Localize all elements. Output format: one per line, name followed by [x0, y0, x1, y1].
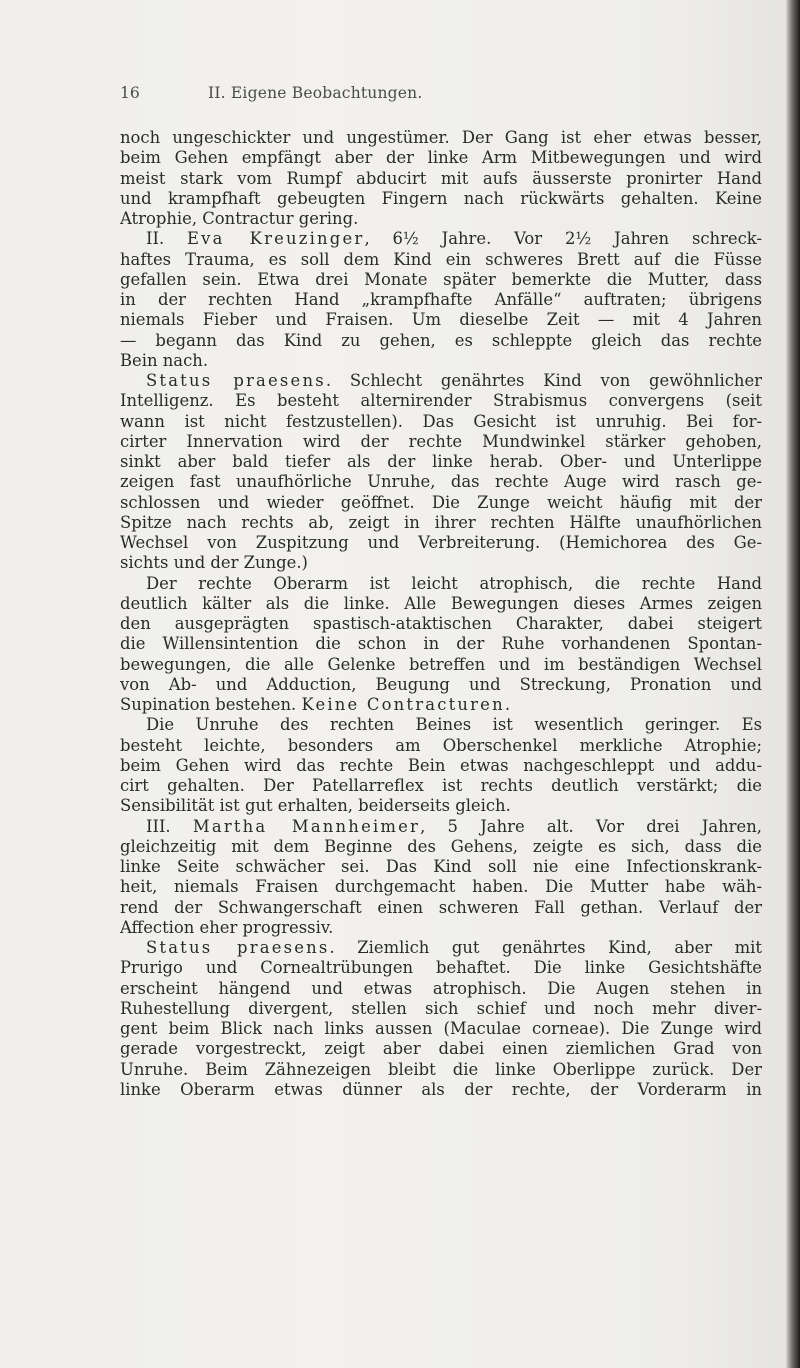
text-segment: Bein nach. — [120, 350, 209, 370]
text-segment: den ausgeprägten spastisch-ataktischen Charakter, dabei steigert — [120, 614, 762, 633]
text-segment: rend der Schwangerschaft einen schweren Fall gethan. Verlauf der — [120, 897, 762, 917]
running-title: II. Eigene Beobachtungen. — [208, 84, 423, 102]
text-segment: haftes Trauma, es soll dem Kind ein schweres Brett auf die Füsse — [120, 249, 762, 269]
text-segment: III. — [146, 816, 193, 836]
text-segment: Intelligenz. Es besteht alternirender Strabismus convergens (seit — [120, 391, 762, 411]
text-segment: Atrophie, Contractur gering. — [120, 209, 359, 228]
text-line — [120, 290, 762, 310]
text-segment: , 6½ Jahre. Vor 2½ Jahren schreck- — [364, 229, 762, 249]
text-line — [120, 533, 762, 553]
text-line — [120, 655, 762, 675]
text-segment: sichts und der Zunge.) — [120, 553, 308, 573]
text-segment: und krampfhaft gebeugten Fingern nach rückwärts gehalten. Keine — [120, 188, 762, 208]
text-segment: Ruhestellung divergent, stellen sich schief und noch mehr diver- — [120, 998, 762, 1018]
text-segment: gleichzeitig mit dem Beginne des Gehens, zeigte es sich, dass die — [120, 836, 762, 856]
text-line — [120, 898, 762, 918]
text-segment: erscheint hängend und etwas atrophisch. Die Augen stehen in — [120, 978, 762, 998]
spaced-emphasis: Eva Kreuzinger — [187, 229, 365, 249]
spaced-emphasis: Martha Mannheimer — [192, 816, 421, 836]
text-line — [120, 472, 762, 492]
text-segment: zeigen fast unaufhörliche Unruhe, das rechte Auge wird rasch ge- — [120, 472, 762, 492]
text-segment: . — [504, 695, 511, 714]
text-segment: gefallen sein. Etwa drei Monate später bemerkte die Mutter, dass — [120, 269, 762, 289]
text-segment: schlossen und wieder geöffnet. Die Zunge weicht häufig mit der — [120, 492, 762, 512]
text-segment: heit, niemals Fraisen durchgemacht haben. Die Mutter habe wäh- — [120, 877, 762, 897]
text-line — [120, 209, 762, 229]
text-line — [120, 412, 762, 432]
body-text — [120, 128, 762, 1100]
text-segment: wann ist nicht festzustellen). Das Gesicht ist unruhig. Bei for- — [120, 411, 762, 431]
page-header — [120, 84, 740, 110]
text-segment: bewegungen, die alle Gelenke betreffen und im beständigen Wechsel — [120, 654, 762, 674]
text-line — [120, 938, 762, 958]
text-line — [120, 776, 762, 796]
text-segment: Unruhe. Beim Zähnezeigen bleibt die linke Oberlippe zurück. Der — [120, 1059, 762, 1079]
text-line — [120, 1039, 762, 1059]
text-line — [120, 634, 762, 654]
text-line — [120, 351, 762, 371]
text-line — [120, 189, 762, 209]
text-line — [120, 817, 762, 837]
text-line — [120, 250, 762, 270]
text-line — [120, 432, 762, 452]
page-edge-shadow — [786, 0, 800, 1368]
text-line — [120, 837, 762, 857]
text-line — [120, 229, 762, 249]
spaced-emphasis: Keine Contracturen — [301, 695, 505, 714]
spaced-emphasis: Status praesens — [146, 938, 330, 957]
text-line — [120, 675, 762, 695]
text-line — [120, 796, 762, 816]
text-line — [120, 979, 762, 999]
text-segment: Die Unruhe des rechten Beines ist wesentlich geringer. Es — [146, 715, 762, 735]
text-segment: besteht leichte, besonders am Oberschenkel merkliche Atrophie; — [120, 735, 762, 755]
text-segment: Prurigo und Cornealtrübungen behaftet. Die linke Gesichtshäfte — [120, 958, 762, 978]
text-line — [120, 877, 762, 897]
text-line — [120, 1019, 762, 1039]
text-segment: meist stark vom Rumpf abducirt mit aufs äusserste pronirter Hand — [120, 168, 762, 188]
text-line — [120, 1060, 762, 1080]
text-line — [120, 594, 762, 614]
text-line — [120, 513, 762, 533]
text-line — [120, 270, 762, 290]
text-line — [120, 371, 762, 391]
text-segment: die Willensintention die schon in der Ruhe vorhandenen Spontan- — [120, 634, 762, 654]
text-segment: beim Gehen empfängt aber der linke Arm Mitbewegungen und wird — [120, 148, 762, 168]
text-segment: Wechsel von Zuspitzung und Verbreiterung. (Hemichorea des Ge- — [120, 533, 762, 552]
spaced-emphasis: Status praesens — [146, 371, 326, 390]
text-segment: II. — [146, 229, 187, 249]
text-line — [120, 493, 762, 513]
text-segment: Sensibilität ist gut erhalten, beiderseits gleich. — [120, 796, 511, 816]
text-segment: Der rechte Oberarm ist leicht atrophisch, die rechte Hand — [146, 573, 762, 593]
text-segment: Affection eher progressiv. — [120, 917, 334, 937]
text-segment: gerade vorgestreckt, zeigt aber dabei einen ziemlichen Grad von — [120, 1039, 762, 1059]
text-line — [120, 736, 762, 756]
text-line — [120, 958, 762, 978]
text-line — [120, 452, 762, 472]
text-line — [120, 695, 762, 715]
text-line — [120, 999, 762, 1019]
text-line — [120, 756, 762, 776]
text-segment: cirt gehalten. Der Patellarreflex ist rechts deutlich verstärkt; die — [120, 776, 762, 795]
text-line — [120, 918, 762, 938]
text-line — [120, 553, 762, 573]
text-line — [120, 169, 762, 189]
text-line — [120, 614, 762, 634]
text-segment: sinkt aber bald tiefer als der linke herab. Ober- und Unterlippe — [120, 452, 762, 471]
text-segment: beim Gehen wird das rechte Bein etwas nachgeschleppt und addu- — [120, 755, 762, 775]
text-segment: von Ab- und Adduction, Beugung und Streckung, Pronation und — [120, 674, 762, 694]
text-line — [120, 148, 762, 168]
page-number: 16 — [120, 84, 140, 102]
text-segment: . Schlecht genährtes Kind von gewöhnlicher — [325, 371, 762, 390]
text-segment: — begann das Kind zu gehen, es schleppte gleich das rechte — [120, 330, 762, 350]
text-segment: . Ziemlich gut genährtes Kind, aber mit — [329, 938, 762, 957]
text-segment: linke Oberarm etwas dünner als der rechte, der Vorderarm in — [120, 1079, 762, 1099]
text-segment: linke Seite schwächer sei. Das Kind soll nie eine Infectionskrank- — [120, 857, 762, 876]
text-segment: Supination bestehen. — [120, 695, 302, 714]
text-segment: in der rechten Hand „krampfhafte Anfälle“ auftraten; übrigens — [120, 290, 762, 309]
text-line — [120, 310, 762, 330]
text-segment: , 5 Jahre alt. Vor drei Jahren, — [420, 816, 762, 836]
text-segment: Spitze nach rechts ab, zeigt in ihrer rechten Hälfte unaufhörlichen — [120, 512, 762, 532]
text-line — [120, 128, 762, 148]
text-segment: cirter Innervation wird der rechte Mundwinkel stärker gehoben, — [120, 431, 762, 451]
text-segment: noch ungeschickter und ungestümer. Der Gang ist eher etwas besser, — [120, 128, 762, 147]
text-line — [120, 574, 762, 594]
text-line — [120, 331, 762, 351]
text-segment: gent beim Blick nach links aussen (Maculae corneae). Die Zunge wird — [120, 1019, 762, 1038]
text-line — [120, 391, 762, 411]
text-segment: deutlich kälter als die linke. Alle Bewegungen dieses Armes zeigen — [120, 593, 762, 613]
text-line — [120, 1080, 762, 1100]
text-segment: niemals Fieber und Fraisen. Um dieselbe Zeit — mit 4 Jahren — [120, 310, 762, 330]
text-line — [120, 715, 762, 735]
text-line — [120, 857, 762, 877]
